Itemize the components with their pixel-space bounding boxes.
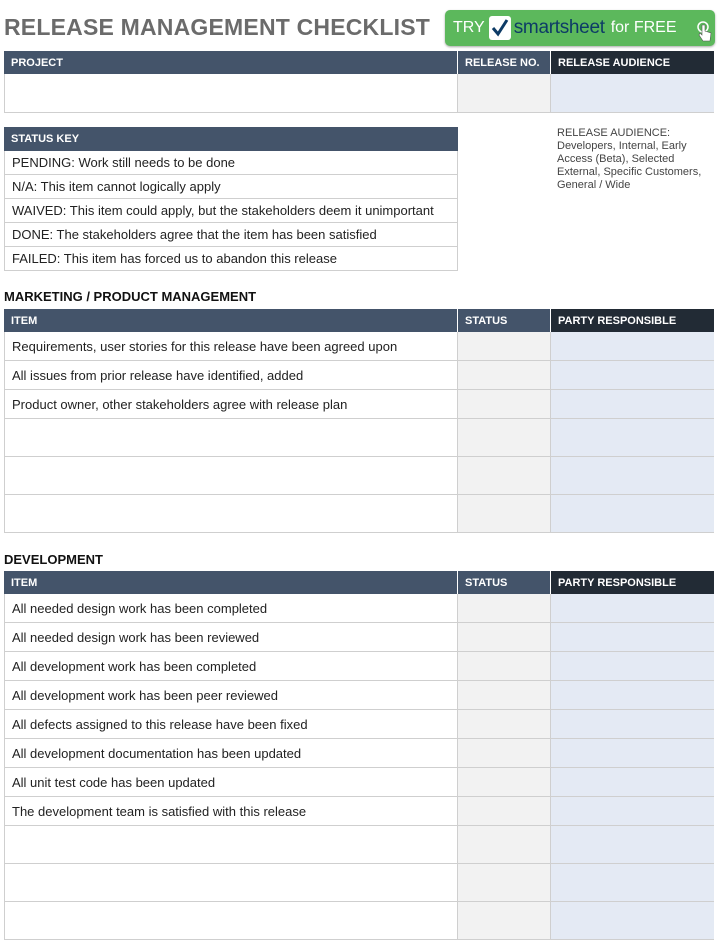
status-key-table bbox=[4, 127, 458, 271]
item-cell: Requirements, user stories for this release have been agreed upon bbox=[4, 332, 458, 360]
table-row bbox=[4, 826, 714, 864]
status-cell[interactable] bbox=[458, 768, 551, 796]
item-cell: All unit test code has been updated bbox=[4, 768, 458, 796]
table-row bbox=[4, 710, 714, 739]
release-audience-header: RELEASE AUDIENCE bbox=[551, 51, 714, 74]
party-cell[interactable] bbox=[551, 681, 714, 709]
status-cell[interactable] bbox=[458, 623, 551, 651]
status-key-na: N/A: This item cannot logically apply bbox=[4, 175, 458, 199]
item-cell[interactable] bbox=[4, 826, 458, 863]
table-row bbox=[4, 594, 714, 623]
release-no-header: RELEASE NO. bbox=[458, 51, 550, 74]
status-cell[interactable] bbox=[458, 594, 551, 622]
development-table bbox=[4, 571, 714, 940]
table-row bbox=[4, 419, 714, 457]
status-cell[interactable] bbox=[458, 710, 551, 738]
party-cell[interactable] bbox=[551, 361, 714, 389]
party-cell[interactable] bbox=[551, 495, 714, 532]
item-cell: All development work has been peer reviewed bbox=[4, 681, 458, 709]
item-cell: All development work has been completed bbox=[4, 652, 458, 680]
item-cell: Product owner, other stakeholders agree with release plan bbox=[4, 390, 458, 418]
table-row bbox=[4, 361, 714, 390]
status-key-failed: FAILED: This item has forced us to abandon this release bbox=[4, 247, 458, 271]
status-cell[interactable] bbox=[458, 826, 551, 863]
status-cell[interactable] bbox=[458, 495, 551, 532]
table-row bbox=[4, 864, 714, 902]
party-cell[interactable] bbox=[551, 768, 714, 796]
table-row bbox=[4, 797, 714, 826]
table-row bbox=[4, 390, 714, 419]
project-input[interactable] bbox=[4, 74, 458, 112]
item-cell[interactable] bbox=[4, 864, 458, 901]
promo-try-label: TRY bbox=[453, 19, 485, 36]
status-cell[interactable] bbox=[458, 739, 551, 767]
promo-brand-label: smartsheet bbox=[513, 17, 605, 38]
party-cell[interactable] bbox=[551, 594, 714, 622]
status-cell[interactable] bbox=[458, 419, 551, 456]
item-cell: All needed design work has been completed bbox=[4, 594, 458, 622]
table-row bbox=[4, 768, 714, 797]
marketing-status-header: STATUS bbox=[458, 309, 550, 332]
table-row bbox=[4, 495, 714, 533]
table-row bbox=[4, 623, 714, 652]
party-cell[interactable] bbox=[551, 623, 714, 651]
item-cell[interactable] bbox=[4, 457, 458, 494]
project-table bbox=[4, 51, 714, 113]
party-cell[interactable] bbox=[551, 652, 714, 680]
party-cell[interactable] bbox=[551, 826, 714, 863]
item-cell[interactable] bbox=[4, 495, 458, 532]
project-header: PROJECT bbox=[4, 51, 457, 74]
party-cell[interactable] bbox=[551, 797, 714, 825]
table-row bbox=[4, 332, 714, 361]
party-cell[interactable] bbox=[551, 864, 714, 901]
status-cell[interactable] bbox=[458, 681, 551, 709]
party-cell[interactable] bbox=[551, 457, 714, 494]
party-cell[interactable] bbox=[551, 419, 714, 456]
table-row bbox=[4, 681, 714, 710]
development-section-title: DEVELOPMENT bbox=[4, 552, 103, 567]
table-row bbox=[4, 902, 714, 940]
page-title: RELEASE MANAGEMENT CHECKLIST bbox=[4, 14, 431, 40]
table-row bbox=[4, 652, 714, 681]
marketing-item-header: ITEM bbox=[4, 309, 457, 332]
item-cell: All defects assigned to this release have been fixed bbox=[4, 710, 458, 738]
development-party-header: PARTY RESPONSIBLE bbox=[551, 571, 714, 594]
item-cell: All issues from prior release have identified, added bbox=[4, 361, 458, 389]
status-key-header: STATUS KEY bbox=[4, 127, 458, 151]
item-cell[interactable] bbox=[4, 419, 458, 456]
item-cell: The development team is satisfied with this release bbox=[4, 797, 458, 825]
marketing-party-header: PARTY RESPONSIBLE bbox=[551, 309, 714, 332]
party-cell[interactable] bbox=[551, 332, 714, 360]
smartsheet-check-icon bbox=[489, 16, 511, 40]
status-cell[interactable] bbox=[458, 864, 551, 901]
status-key-waived: WAIVED: This item could apply, but the stakeholders deem it unimportant bbox=[4, 199, 458, 223]
item-cell: All needed design work has been reviewed bbox=[4, 623, 458, 651]
table-row bbox=[4, 739, 714, 768]
status-cell[interactable] bbox=[458, 361, 551, 389]
item-cell: All development documentation has been updated bbox=[4, 739, 458, 767]
marketing-section-title: MARKETING / PRODUCT MANAGEMENT bbox=[4, 289, 257, 304]
status-cell[interactable] bbox=[458, 332, 551, 360]
promo-free-label: for FREE bbox=[610, 19, 677, 36]
party-cell[interactable] bbox=[551, 739, 714, 767]
status-cell[interactable] bbox=[458, 797, 551, 825]
development-status-header: STATUS bbox=[458, 571, 550, 594]
try-smartsheet-button[interactable] bbox=[445, 10, 715, 46]
party-cell[interactable] bbox=[551, 902, 714, 939]
status-key-done: DONE: The stakeholders agree that the item has been satisfied bbox=[4, 223, 458, 247]
party-cell[interactable] bbox=[551, 710, 714, 738]
item-cell[interactable] bbox=[4, 902, 458, 939]
status-cell[interactable] bbox=[458, 902, 551, 939]
status-cell[interactable] bbox=[458, 652, 551, 680]
release-no-input[interactable] bbox=[458, 74, 551, 112]
status-cell[interactable] bbox=[458, 457, 551, 494]
status-key-pending: PENDING: Work still needs to be done bbox=[4, 151, 458, 175]
status-cell[interactable] bbox=[458, 390, 551, 418]
release-audience-note: RELEASE AUDIENCE: Developers, Internal, Early Access (Beta), Selected External, Specific Customers, General / Wide bbox=[557, 127, 702, 191]
table-row bbox=[4, 457, 714, 495]
pointer-hand-icon bbox=[697, 21, 713, 48]
release-audience-input[interactable] bbox=[551, 74, 714, 112]
development-item-header: ITEM bbox=[4, 571, 457, 594]
marketing-table bbox=[4, 309, 714, 533]
party-cell[interactable] bbox=[551, 390, 714, 418]
